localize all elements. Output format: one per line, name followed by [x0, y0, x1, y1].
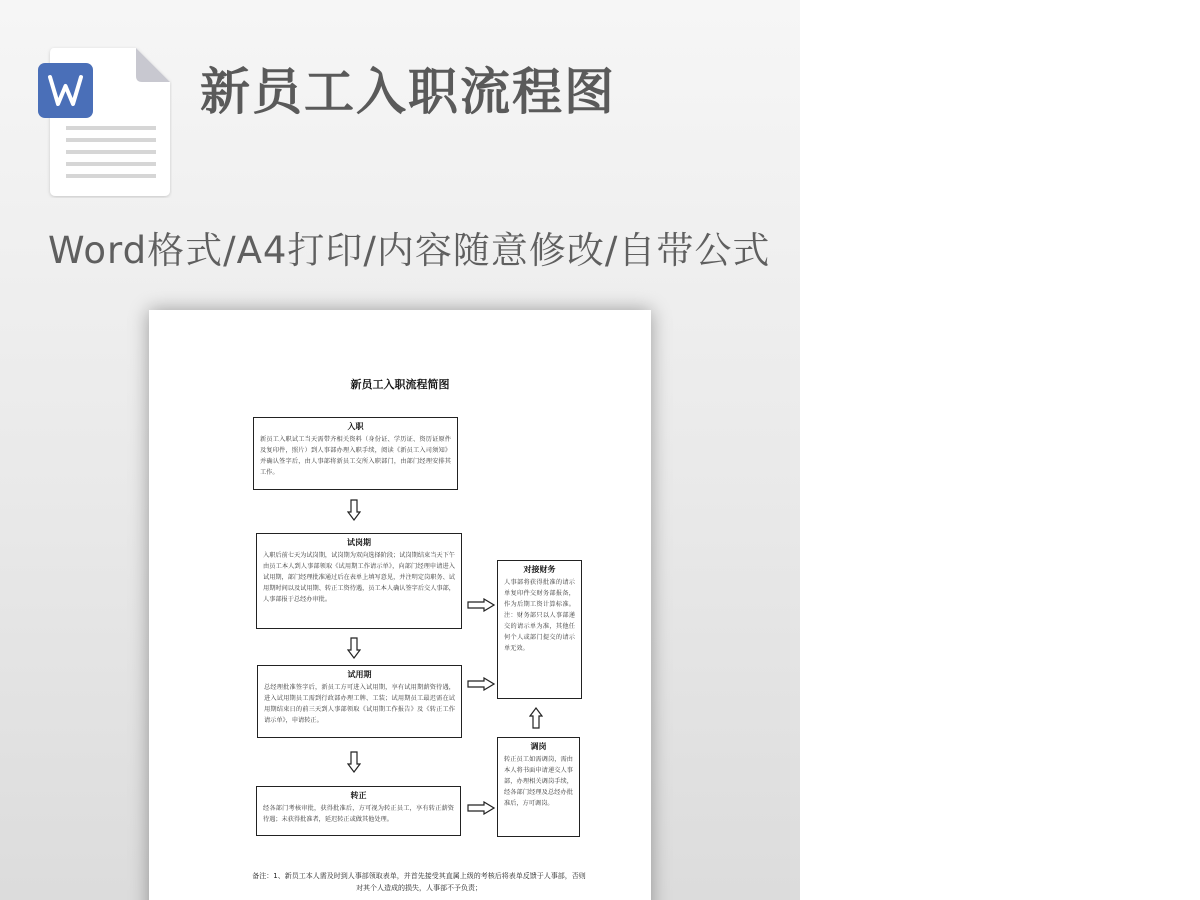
- document-title: 新员工入职流程简图: [350, 378, 450, 391]
- step-body: 入职后前七天为试岗期，试岗期为双向选择阶段；试岗期结束当天下午由员工本人到人事部领取《试用期工作请示单》，向部门经理申请进入试用期，部门经理批准通过后在表单上填写意见，并注明定岗职务、试用期时间以及试用期、转正工资待遇，员工本人确认签字后交人事部，人事部报于总经办审批。: [263, 552, 455, 603]
- arrow-down-icon: [347, 499, 361, 521]
- step-title: 入职: [347, 422, 364, 431]
- step-body: 新员工入职试工当天需带齐相关资料（身份证、学历证、资历证原件及复印件，照片）到人事部办理入职手续，阅读《新员工入司须知》并确认签字后，由人事部将新员工交所入职部门，由部门经理安排其工作。: [260, 436, 451, 476]
- trial-work-step: [256, 533, 462, 629]
- arrow-up-icon: [529, 707, 543, 729]
- finance-step: [497, 560, 582, 699]
- arrow-down-icon: [347, 637, 361, 659]
- transfer-step: [497, 737, 580, 837]
- arrow-right-icon: [467, 677, 495, 691]
- document-note: 备注：1、新员工本人需及时到人事部领取表单，并首先接受其直属上级的考核后将表单反馈于人事部，否则对其个人造成的损失，人事部不予负责；: [252, 872, 586, 892]
- page-title: 新员工入职流程图: [200, 63, 616, 121]
- page-subtitle: Word格式/A4打印/内容随意修改/自带公式: [48, 229, 771, 272]
- step-body: 人事部将获得批准的请示单复印件交财务部报备，作为后期工资计算标准。注：财务部只以人事部递交的请示单为准，其他任何个人或部门提交的请示单无效。: [504, 579, 575, 652]
- arrow-right-icon: [467, 598, 495, 612]
- step-title: 试用期: [347, 670, 372, 679]
- probation-step: [257, 665, 462, 738]
- step-body: 总经理批准签字后，新员工方可进入试用期，享有试用期薪资待遇，进入试用期员工需到行政部办理工牌、工装；试用期员工最迟需在试用期结束日的前三天到人事部领取《试用期工作报告》及《转正工作请示单》，申请转正。: [264, 684, 455, 724]
- arrow-right-icon: [467, 801, 495, 815]
- step-title: 转正: [350, 791, 367, 800]
- document-preview: [149, 310, 651, 900]
- onboarding-step: [253, 417, 458, 490]
- step-body: 经各部门考核审批，获得批准后，方可视为转正员工，享有转正薪资待遇；未获得批准者，延迟转正或做其他处理。: [263, 805, 454, 823]
- step-title: 调岗: [530, 742, 547, 751]
- step-title: 试岗期: [347, 538, 371, 547]
- arrow-down-icon: [347, 751, 361, 773]
- step-title: 对接财务: [523, 565, 556, 574]
- step-body: 转正员工如需调岗，需由本人将书面申请递交人事部，办理相关调岗手续，经各部门经理及总经办批准后，方可调岗。: [504, 756, 573, 807]
- word-file-icon: [38, 46, 172, 198]
- regularization-step: [256, 786, 461, 836]
